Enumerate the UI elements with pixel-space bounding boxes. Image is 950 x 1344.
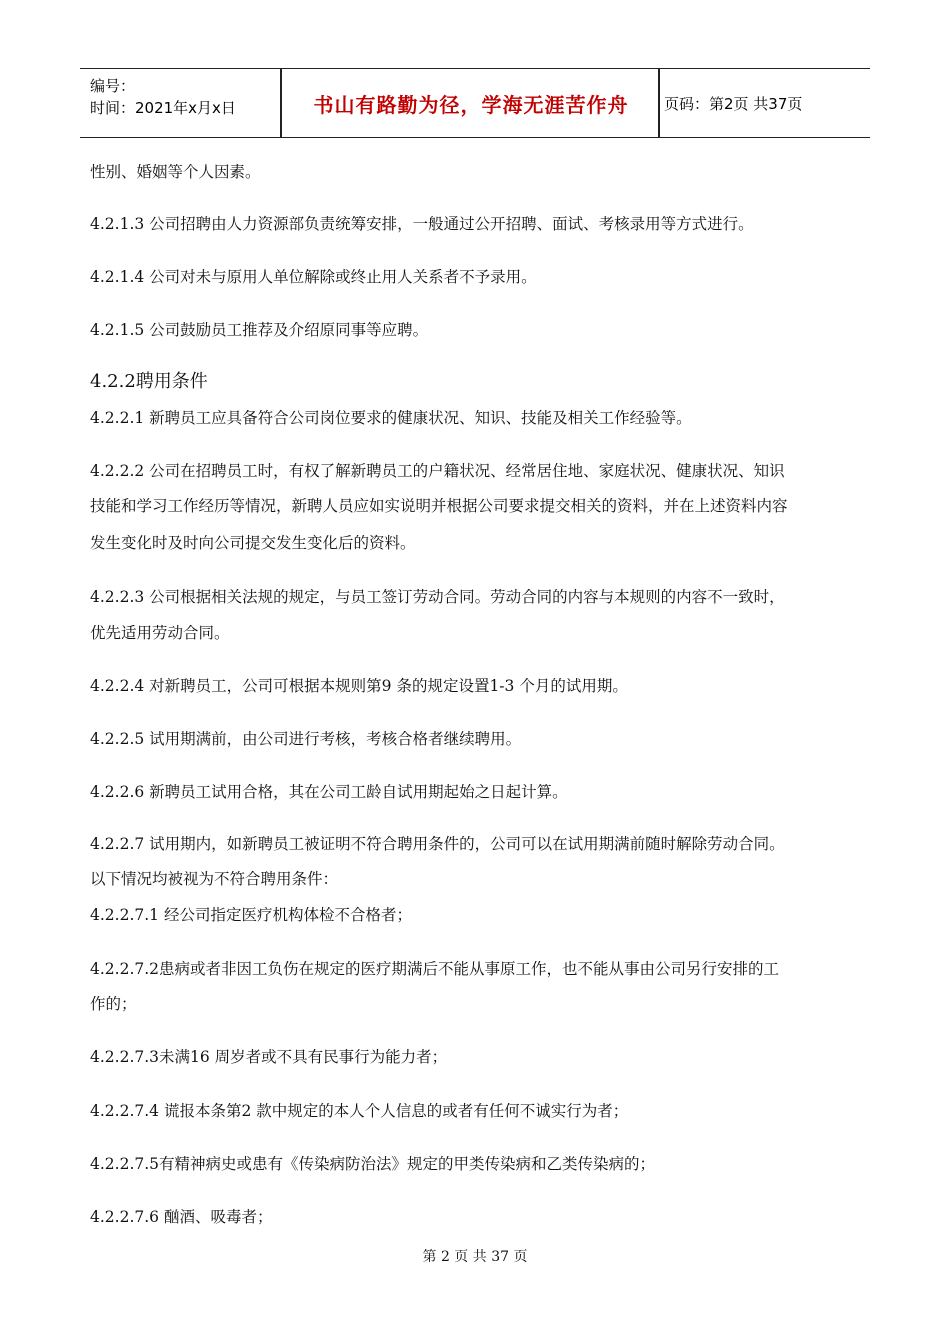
body-line: 4.2.2.7.4 谎报本条第2 款中规定的本人个人信息的或者有任何不诚实行为者； xyxy=(90,1102,629,1120)
body-line: 4.2.2.7.2患病或者非因工负伤在规定的医疗期满后不能从事原工作，也不能从事由公司另行安排的工 xyxy=(90,960,780,978)
section-heading: 4.2.2聘用条件 xyxy=(90,371,208,392)
document-header xyxy=(80,68,870,138)
body-line: 4.2.2.7.6 酗酒、吸毒者； xyxy=(90,1208,273,1226)
body-line: 4.2.1.5 公司鼓励员工推荐及介绍原同事等应聘。 xyxy=(90,321,429,339)
body-line: 4.2.2.2 公司在招聘员工时，有权了解新聘员工的户籍状况、经常居住地、家庭状况、健康状况、知识 xyxy=(90,462,785,480)
body-line: 4.2.2.7 试用期内，如新聘员工被证明不符合聘用条件的，公司可以在试用期满前随时解除劳动合同。 xyxy=(90,835,785,853)
body-line: 4.2.2.4 对新聘员工，公司可根据本规则第9 条的规定设置1-3 个月的试用期。 xyxy=(90,677,628,695)
header-meta xyxy=(90,75,236,119)
body-line: 发生变化时及时向公司提交发生变化后的资料。 xyxy=(90,534,416,552)
body-line: 4.2.2.1 新聘员工应具备符合公司岗位要求的健康状况、知识、技能及相关工作经验等。 xyxy=(90,409,692,427)
body-line: 以下情况均被视为不符合聘用条件： xyxy=(90,870,339,888)
body-line: 作的； xyxy=(90,995,137,1013)
body-line: 4.2.1.4 公司对未与原用人单位解除或终止用人关系者不予录用。 xyxy=(90,268,537,286)
body-line: 4.2.1.3 公司招聘由人力资源部负责统筹安排，一般通过公开招聘、面试、考核录用等方式进行。 xyxy=(90,215,754,233)
header-divider xyxy=(658,69,660,137)
document-date: 时间：2021年x月x日 xyxy=(90,99,236,117)
document-number: 编号： xyxy=(90,77,136,95)
body-line: 性别、婚姻等个人因素。 xyxy=(90,163,261,181)
body-line: 技能和学习工作经历等情况，新聘人员应如实说明并根据公司要求提交相关的资料，并在上述资料内容 xyxy=(90,497,788,515)
body-line: 优先适用劳动合同。 xyxy=(90,624,230,642)
body-line: 4.2.2.7.3未满16 周岁者或不具有民事行为能力者； xyxy=(90,1048,448,1066)
body-line: 4.2.2.6 新聘员工试用合格，其在公司工龄自试用期起始之日起计算。 xyxy=(90,783,568,801)
body-line: 4.2.2.7.5有精神病史或患有《传染病防治法》规定的甲类传染病和乙类传染病的； xyxy=(90,1155,656,1173)
body-line: 4.2.2.3 公司根据相关法规的规定，与员工签订劳动合同。劳动合同的内容与本规则的内容不一致时， xyxy=(90,588,785,606)
header-motto: 书山有路勤为径，学海无涯苦作舟 xyxy=(313,92,629,117)
body-line: 4.2.2.7.1 经公司指定医疗机构体检不合格者； xyxy=(90,906,412,924)
page-footer: 第 2 页 共 37 页 xyxy=(422,1249,528,1265)
header-divider xyxy=(280,69,282,137)
header-page-info: 页码：第2页 共37页 xyxy=(664,94,803,113)
body-line: 4.2.2.5 试用期满前，由公司进行考核，考核合格者继续聘用。 xyxy=(90,730,522,748)
